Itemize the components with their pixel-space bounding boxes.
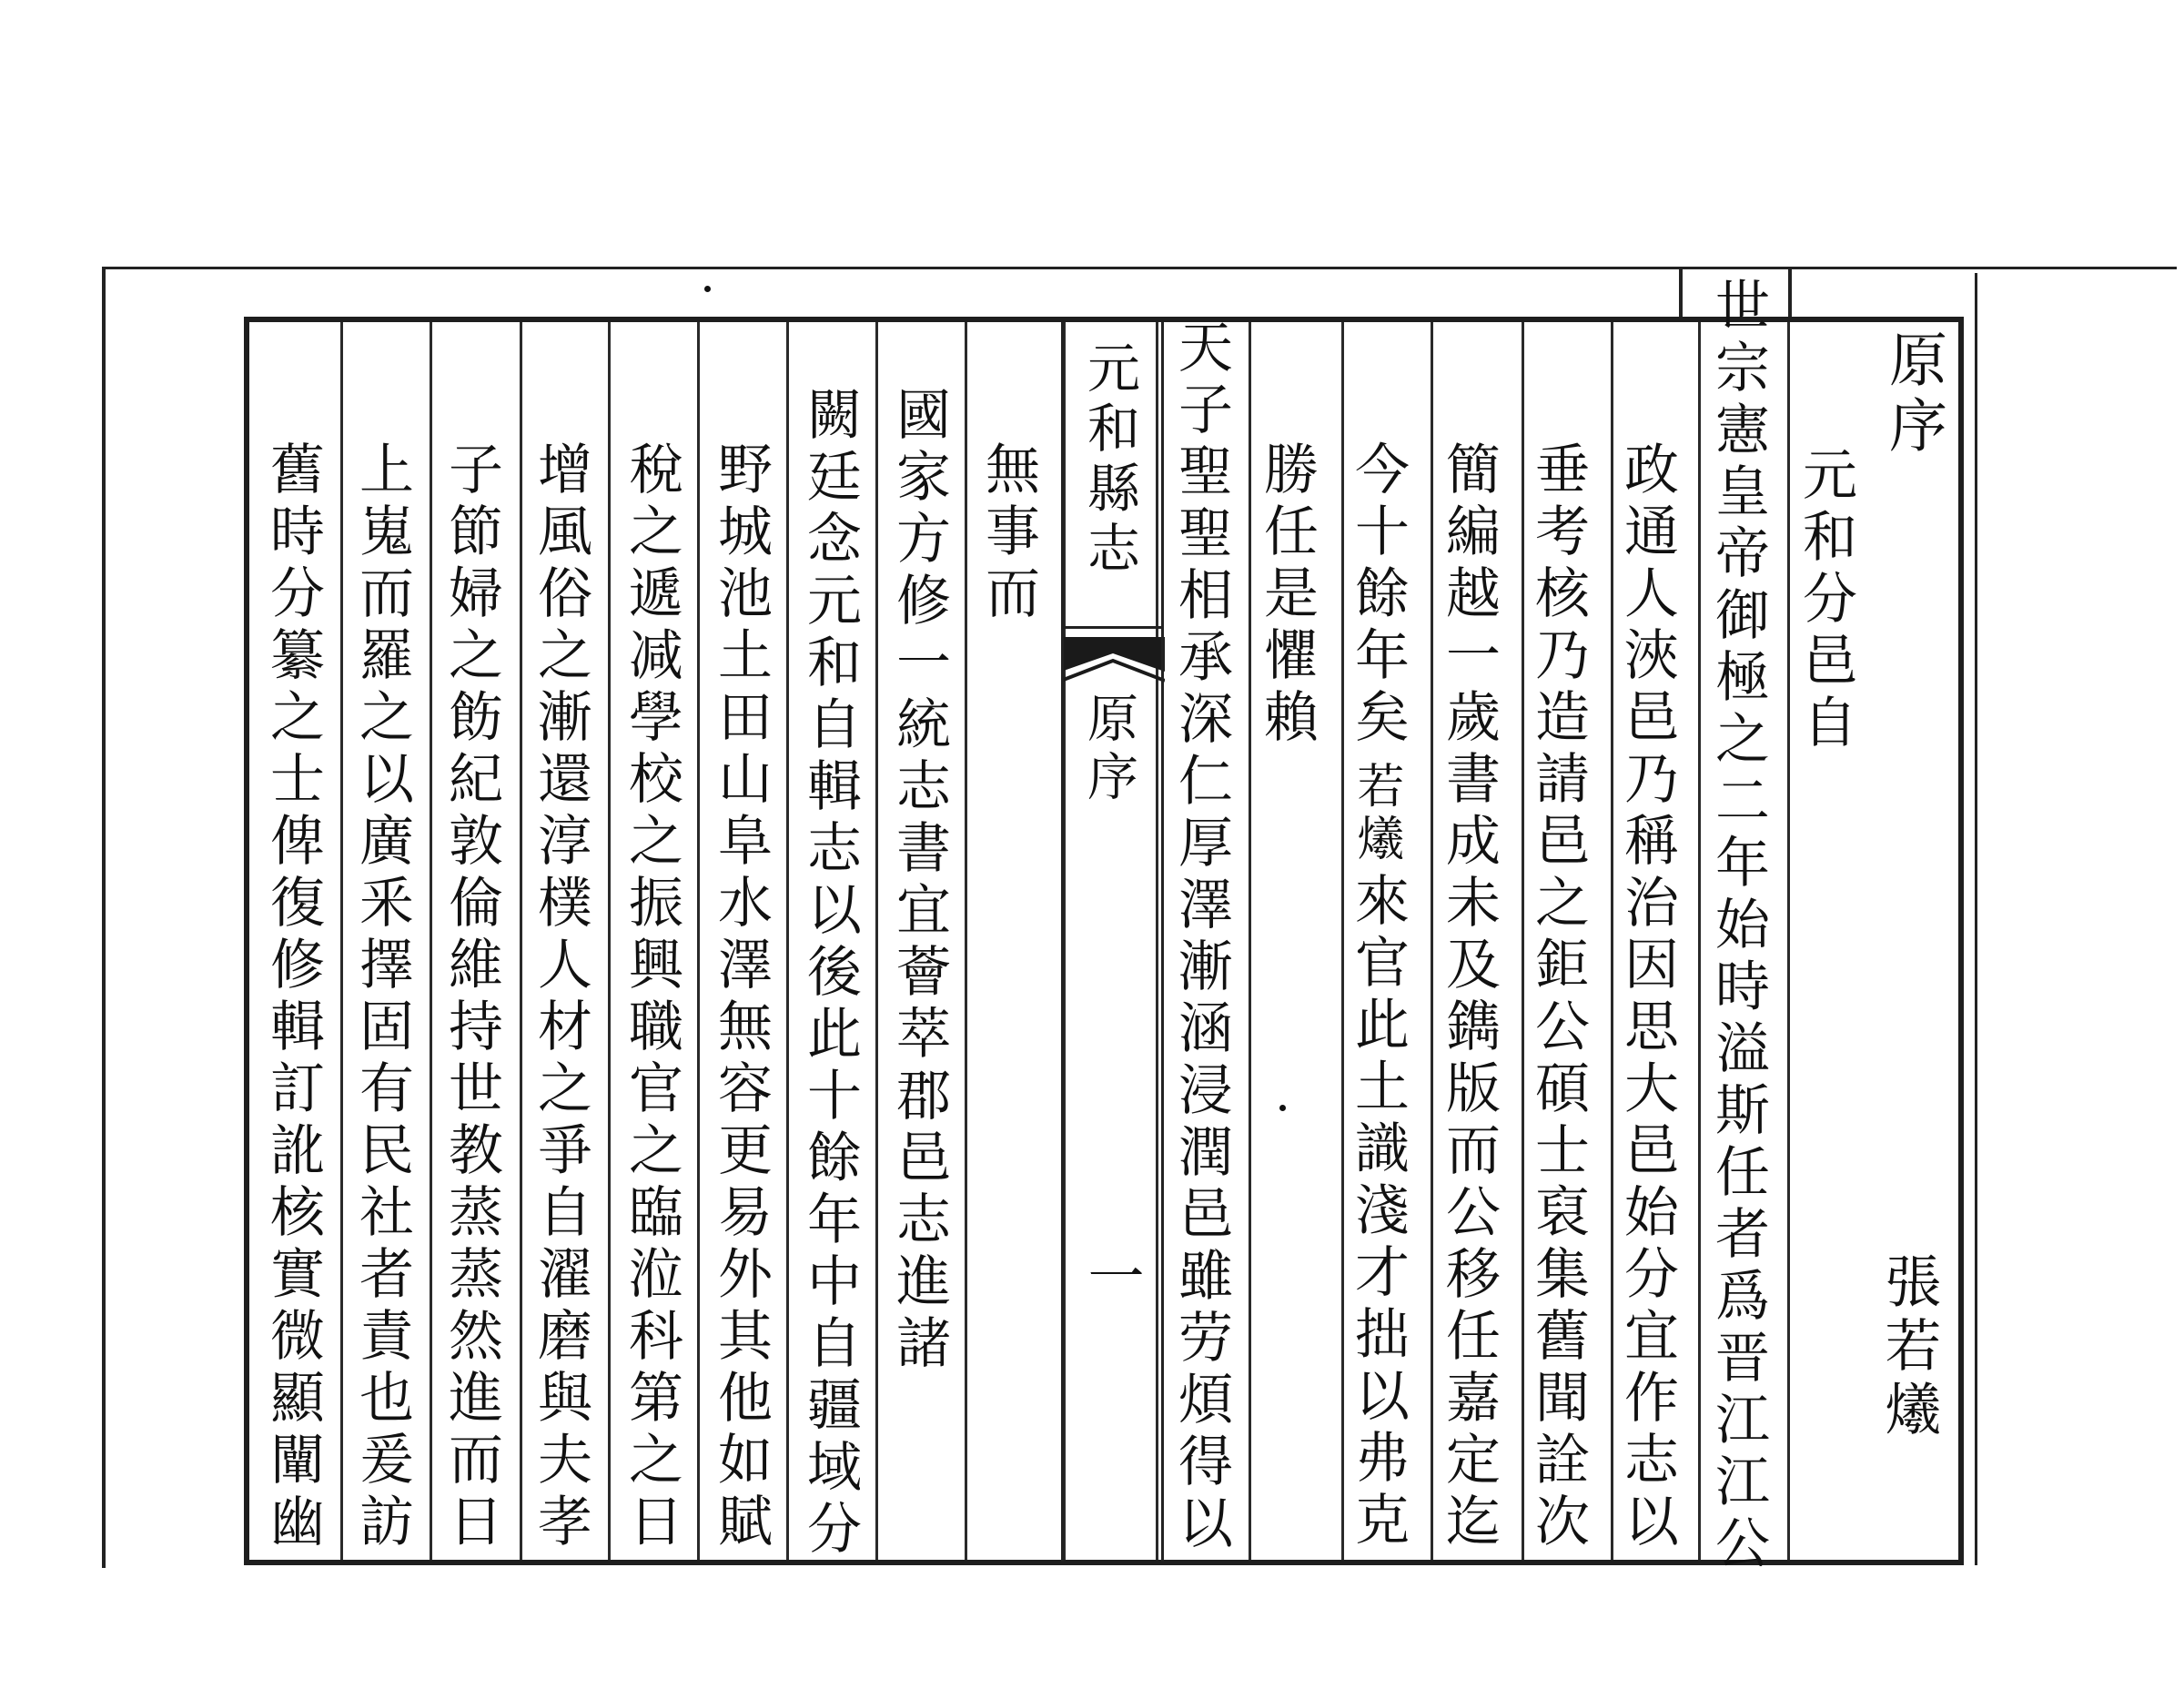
- col-divider: [1698, 322, 1701, 1560]
- text-column: 元和分邑自: [1794, 446, 1857, 755]
- text-column: 上嵬而羅之以廣釆擇固有民社者責也爰訪: [350, 440, 414, 1554]
- text-column: 垂考核乃造請邑之鉅公碩士裒集舊聞詮次: [1526, 440, 1590, 1554]
- author-name: 張若爔: [1876, 1252, 1942, 1443]
- tab-border-left: [1788, 267, 1792, 319]
- tab-border-right2: [1975, 273, 1977, 1565]
- scan-speck: [1279, 1105, 1286, 1111]
- text-column: 國家方修一統志書宜薈萃郡邑志進諸: [887, 386, 951, 1376]
- text-column: 政通人浹邑乃稱治因思大邑始分宜作志以: [1615, 440, 1679, 1554]
- top-rule-line: [102, 267, 2177, 269]
- tab-border-right: [1679, 267, 1683, 319]
- text-column-small: 若爔: [1349, 761, 1403, 866]
- text-column: 無事而: [976, 440, 1040, 626]
- center-line-left: [1061, 322, 1064, 1562]
- col-divider: [1787, 322, 1790, 1560]
- col-divider: [1522, 322, 1524, 1560]
- text-column: 勝任是懼賴: [1255, 440, 1319, 750]
- center-box-bottom: [1061, 626, 1163, 629]
- col-divider: [1156, 322, 1158, 1560]
- text-column: 闕廷念元和自輯志以後此十餘年中自疆域分: [798, 386, 862, 1562]
- text-column: 今十餘年矣: [1346, 440, 1410, 750]
- section-label: 原序: [1879, 329, 1946, 460]
- col-divider: [430, 322, 432, 1560]
- book-title: 元和縣志: [1078, 340, 1140, 581]
- center-line-right: [1161, 322, 1164, 1562]
- col-divider: [875, 322, 878, 1560]
- col-divider: [1431, 322, 1433, 1560]
- fish-tail-ornament: [1061, 637, 1165, 692]
- col-divider: [697, 322, 700, 1560]
- col-divider: [786, 322, 789, 1560]
- text-column: 天子聖聖相承深仁厚澤漸涵浸潤邑雖劳煩得以: [1169, 319, 1233, 1556]
- text-column: 增風俗之漸還淳樸人材之爭自濯磨與夫孝: [529, 440, 592, 1554]
- center-section-label: 原序: [1079, 692, 1138, 808]
- col-divider: [965, 322, 967, 1560]
- text-column: 世宗憲皇帝御極之二年始時溢斯任者爲晋江江公: [1706, 277, 1770, 1576]
- left-outer-line: [102, 267, 106, 1568]
- scan-speck: [704, 286, 711, 292]
- col-divider: [1611, 322, 1613, 1560]
- text-column: 來官此土識淺才拙以弗克: [1346, 872, 1410, 1552]
- col-divider: [340, 322, 343, 1560]
- text-column: 野城池土田山阜水澤無容更易外其他如賦: [709, 440, 773, 1554]
- col-divider: [1249, 322, 1251, 1560]
- col-divider: [520, 322, 522, 1560]
- text-column: 子節婦之飭紀敦倫維持世教蒸蒸然進而日: [440, 440, 503, 1554]
- text-column: 簡編越一歲書成未及鐫版而公移任嘉定迄: [1437, 440, 1501, 1554]
- page-number: 一: [1078, 1247, 1145, 1310]
- col-divider: [608, 322, 611, 1560]
- text-column: 舊時分纂之士俾復修輯訂訛核實微顯闡幽: [261, 440, 325, 1554]
- col-divider: [1341, 322, 1344, 1560]
- text-column: 稅之遞减學校之振興職官之臨涖科第之日: [620, 440, 683, 1554]
